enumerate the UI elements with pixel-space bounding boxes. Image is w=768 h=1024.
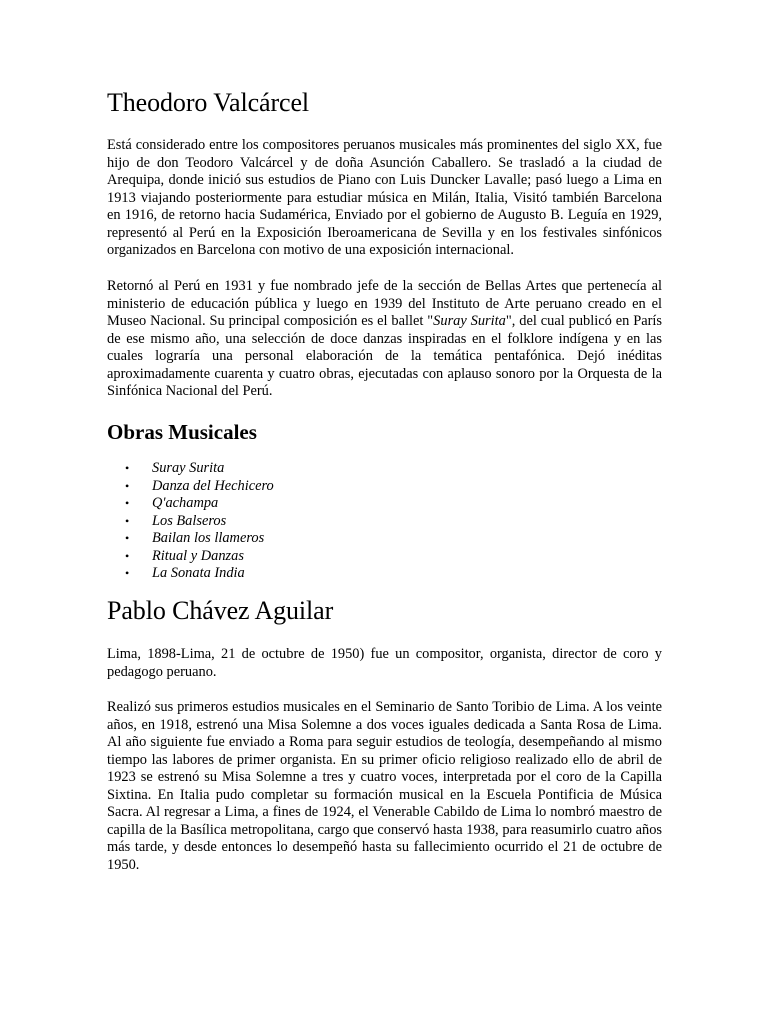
- work-title: Danza del Hechicero: [152, 477, 274, 494]
- ballet-title: Suray Surita: [433, 313, 506, 329]
- paragraph-text: Retornó al Perú en 1931 y fue nombrado jefe de la sección de Bellas Artes que pertenecía al ministerio de educación pública y luego en 1939 del Instituto de Arte peruano creado en el Museo Nacional. Su principal composición es el ballet ": [107, 278, 662, 329]
- list-item: [107, 460, 274, 478]
- works-list: [107, 460, 274, 583]
- bullet-icon: •: [125, 461, 130, 475]
- composer-heading-chavez: Pablo Chávez Aguilar: [107, 596, 334, 625]
- work-title: Bailan los llameros: [152, 530, 265, 546]
- bullet-icon: •: [125, 478, 130, 493]
- work-title: La Sonata India: [152, 565, 245, 581]
- list-item: [107, 548, 274, 566]
- valcarcel-paragraph-1: Está considerado entre los compositores peruanos musicales más prominentes del siglo XX, fue hijo de don Teodoro Valcárcel y de doña Asunción Caballero. Se trasladó a la ciudad de Arequipa, donde inició sus estudios de Piano con Luis Duncker Lavalle; pasó luego a Lima en 1913 viajando posteriormente para estudiar música en Milán, Italia, Visitó también Barcelona en 1916, de retorno hacia Sudamérica, Enviado por el gobierno de Augusto B. Leguía en 1929, representó al Perú en la Exposición Iberoamericana de Sevilla y en los festivales sinfónicos organizados en Barcelona con motivo de una exposición internacional.: [107, 137, 662, 258]
- work-title: Suray Surita: [152, 460, 225, 476]
- valcarcel-paragraph-2: [107, 278, 662, 401]
- chavez-paragraph-2: Realizó sus primeros estudios musicales en el Seminario de Santo Toribio de Lima. A los veinte años, en 1918, estrenó una Misa Solemne a dos voces iguales dedicada a Santa Rosa de Lima. Al año siguiente fue enviado a Roma para seguir estudios de teología, desempeñando al mismo tiempo las labores de primer organista. En su primer oficio religioso realizado ello de abril de 1923 se estrenó su Misa Solemne a tres y cuatro voces, interpretada por el coro de la Capilla Sixtina. En Italia pudo completar su formación musical en la Escuela Pontificia de Música Sacra. Al regresar a Lima, a fines de 1924, el Venerable Cabildo de Lima lo nombró maestro de capilla de la Basílica metropolitana, cargo que conservó hasta 1938, para reasumirlo cuatro años más tarde, y desde entonces lo desempeñó hasta su fallecimiento ocurrido el 21 de octubre de 1950.: [107, 699, 662, 873]
- list-item: [107, 530, 274, 548]
- bullet-icon: •: [125, 531, 130, 545]
- work-title: Ritual y Danzas: [152, 547, 244, 564]
- list-item: [107, 513, 274, 531]
- bullet-icon: •: [125, 566, 130, 580]
- composer-heading-valcarcel: Theodoro Valcárcel: [107, 88, 310, 117]
- bullet-icon: •: [125, 548, 130, 563]
- chavez-paragraph-1: Lima, 1898-Lima, 21 de octubre de 1950) fue un compositor, organista, director de coro y pedagogo peruano.: [107, 646, 662, 680]
- bullet-icon: •: [125, 513, 130, 528]
- list-item: [107, 478, 274, 496]
- paragraph-text: ", del cual publicó en París de ese mismo año, una selección de doce danzas inspiradas en el folklore indígena y en las cuales lograría una personal elaboración de la temática pentafónica. Dejó inéditas aproximadamente cuarenta y cuatro obras, ejecutadas con aplauso sonoro por la Orquesta de la Sinfónica Nacional del Perú.: [107, 313, 663, 399]
- works-heading: Obras Musicales: [107, 420, 257, 444]
- bullet-icon: •: [125, 496, 130, 510]
- list-item: [107, 565, 274, 583]
- work-title: Q'achampa: [152, 495, 219, 511]
- list-item: [107, 495, 274, 513]
- work-title: Los Balseros: [152, 512, 227, 529]
